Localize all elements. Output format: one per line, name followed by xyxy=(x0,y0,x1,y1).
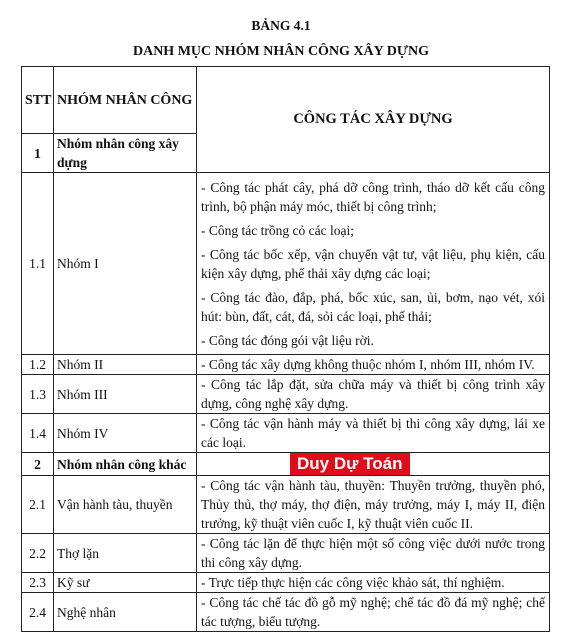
work-item: - Trực tiếp thực hiện các công việc khảo sát, thí nghiệm. xyxy=(201,575,505,590)
section-row xyxy=(22,453,550,476)
table-row xyxy=(22,573,550,593)
table-number: BẢNG 4.1 xyxy=(251,18,311,33)
labor-group-table xyxy=(21,66,550,632)
row-stt: 2.4 xyxy=(22,593,54,632)
work-item: - Công tác phát cây, phá dỡ công trình, tháo dỡ kết cấu công trình, bộ phận máy móc, thiết bị công trình; xyxy=(201,180,545,214)
table-row xyxy=(22,355,550,375)
table-row xyxy=(22,593,550,632)
section-stt: 2 xyxy=(22,453,54,476)
row-stt: 1.4 xyxy=(22,414,54,453)
work-item: - Công tác vận hành máy và thiết bị thi công xây dựng, lái xe các loại. xyxy=(201,416,545,450)
work-item: - Công tác chế tác đồ gỗ mỹ nghệ; chế tác đồ đá mỹ nghệ; chế tác tượng, biểu tượng. xyxy=(201,595,545,629)
header-work: CÔNG TÁC XÂY DỰNG xyxy=(197,67,550,173)
row-work xyxy=(197,173,550,355)
row-group: Nhóm II xyxy=(54,355,197,375)
row-group: Vận hành tàu, thuyền xyxy=(54,476,197,534)
row-group: Thợ lặn xyxy=(54,534,197,573)
work-item: - Công tác đào, đắp, phá, bốc xúc, san, ủi, bơm, nạo vét, xói hút: bùn, đất, cát, đá, sỏi các loại, phế thải; xyxy=(201,290,545,324)
row-work xyxy=(197,476,550,534)
row-stt: 2.2 xyxy=(22,534,54,573)
row-stt: 1.2 xyxy=(22,355,54,375)
table-title: DANH MỤC NHÓM NHÂN CÔNG XÂY DỰNG xyxy=(132,44,430,59)
row-group: Nhóm III xyxy=(54,375,197,414)
table-row xyxy=(22,414,550,453)
row-stt: 1.1 xyxy=(22,173,54,355)
row-group: Nghệ nhân xyxy=(54,593,197,632)
row-group: Nhóm I xyxy=(54,173,197,355)
row-work xyxy=(197,573,550,593)
watermark-label: Duy Dự Toán xyxy=(290,453,410,475)
row-group: Nhóm IV xyxy=(54,414,197,453)
work-item: - Công tác bốc xếp, vận chuyển vật tư, vật liệu, phụ kiện, cấu kiện xây dựng, phế thải xây dựng các loại; xyxy=(201,247,545,281)
row-stt: 1.3 xyxy=(22,375,54,414)
row-stt: 2.3 xyxy=(22,573,54,593)
work-item: - Công tác xây dựng không thuộc nhóm I, nhóm III, nhóm IV. xyxy=(201,357,535,372)
table-row xyxy=(22,375,550,414)
row-work xyxy=(197,375,550,414)
section-name: Nhóm nhân công xây dựng xyxy=(54,134,197,173)
header-stt: STT xyxy=(22,67,54,134)
row-work xyxy=(197,534,550,573)
work-item: - Công tác đóng gói vật liệu rời. xyxy=(201,333,374,348)
table-row xyxy=(22,534,550,573)
work-item: - Công tác lặn để thực hiện một số công việc dưới nước trong thi công xây dựng. xyxy=(201,536,545,570)
row-work xyxy=(197,414,550,453)
row-work xyxy=(197,593,550,632)
section-stt: 1 xyxy=(22,134,54,173)
work-item: - Công tác lắp đặt, sửa chữa máy và thiết bị công trình xây dựng, công nghệ xây dựng. xyxy=(201,377,545,411)
row-work xyxy=(197,355,550,375)
work-item: - Công tác trồng cỏ các loại; xyxy=(201,223,354,238)
work-item: - Công tác vận hành tàu, thuyền: Thuyền trưởng, thuyền phó, Thủy thủ, thợ máy, thợ điện, máy trưởng, máy I, máy II, điện trưởng, kỹ thuật viên cuốc I, kỹ thuật viên cuốc II. xyxy=(201,478,545,531)
watermark-cell xyxy=(197,453,550,476)
table-row xyxy=(22,476,550,534)
row-stt: 2.1 xyxy=(22,476,54,534)
section-name: Nhóm nhân công khác xyxy=(54,453,197,476)
table-row xyxy=(22,173,550,355)
header-group: NHÓM NHÂN CÔNG xyxy=(54,67,197,134)
row-group: Kỹ sư xyxy=(54,573,197,593)
